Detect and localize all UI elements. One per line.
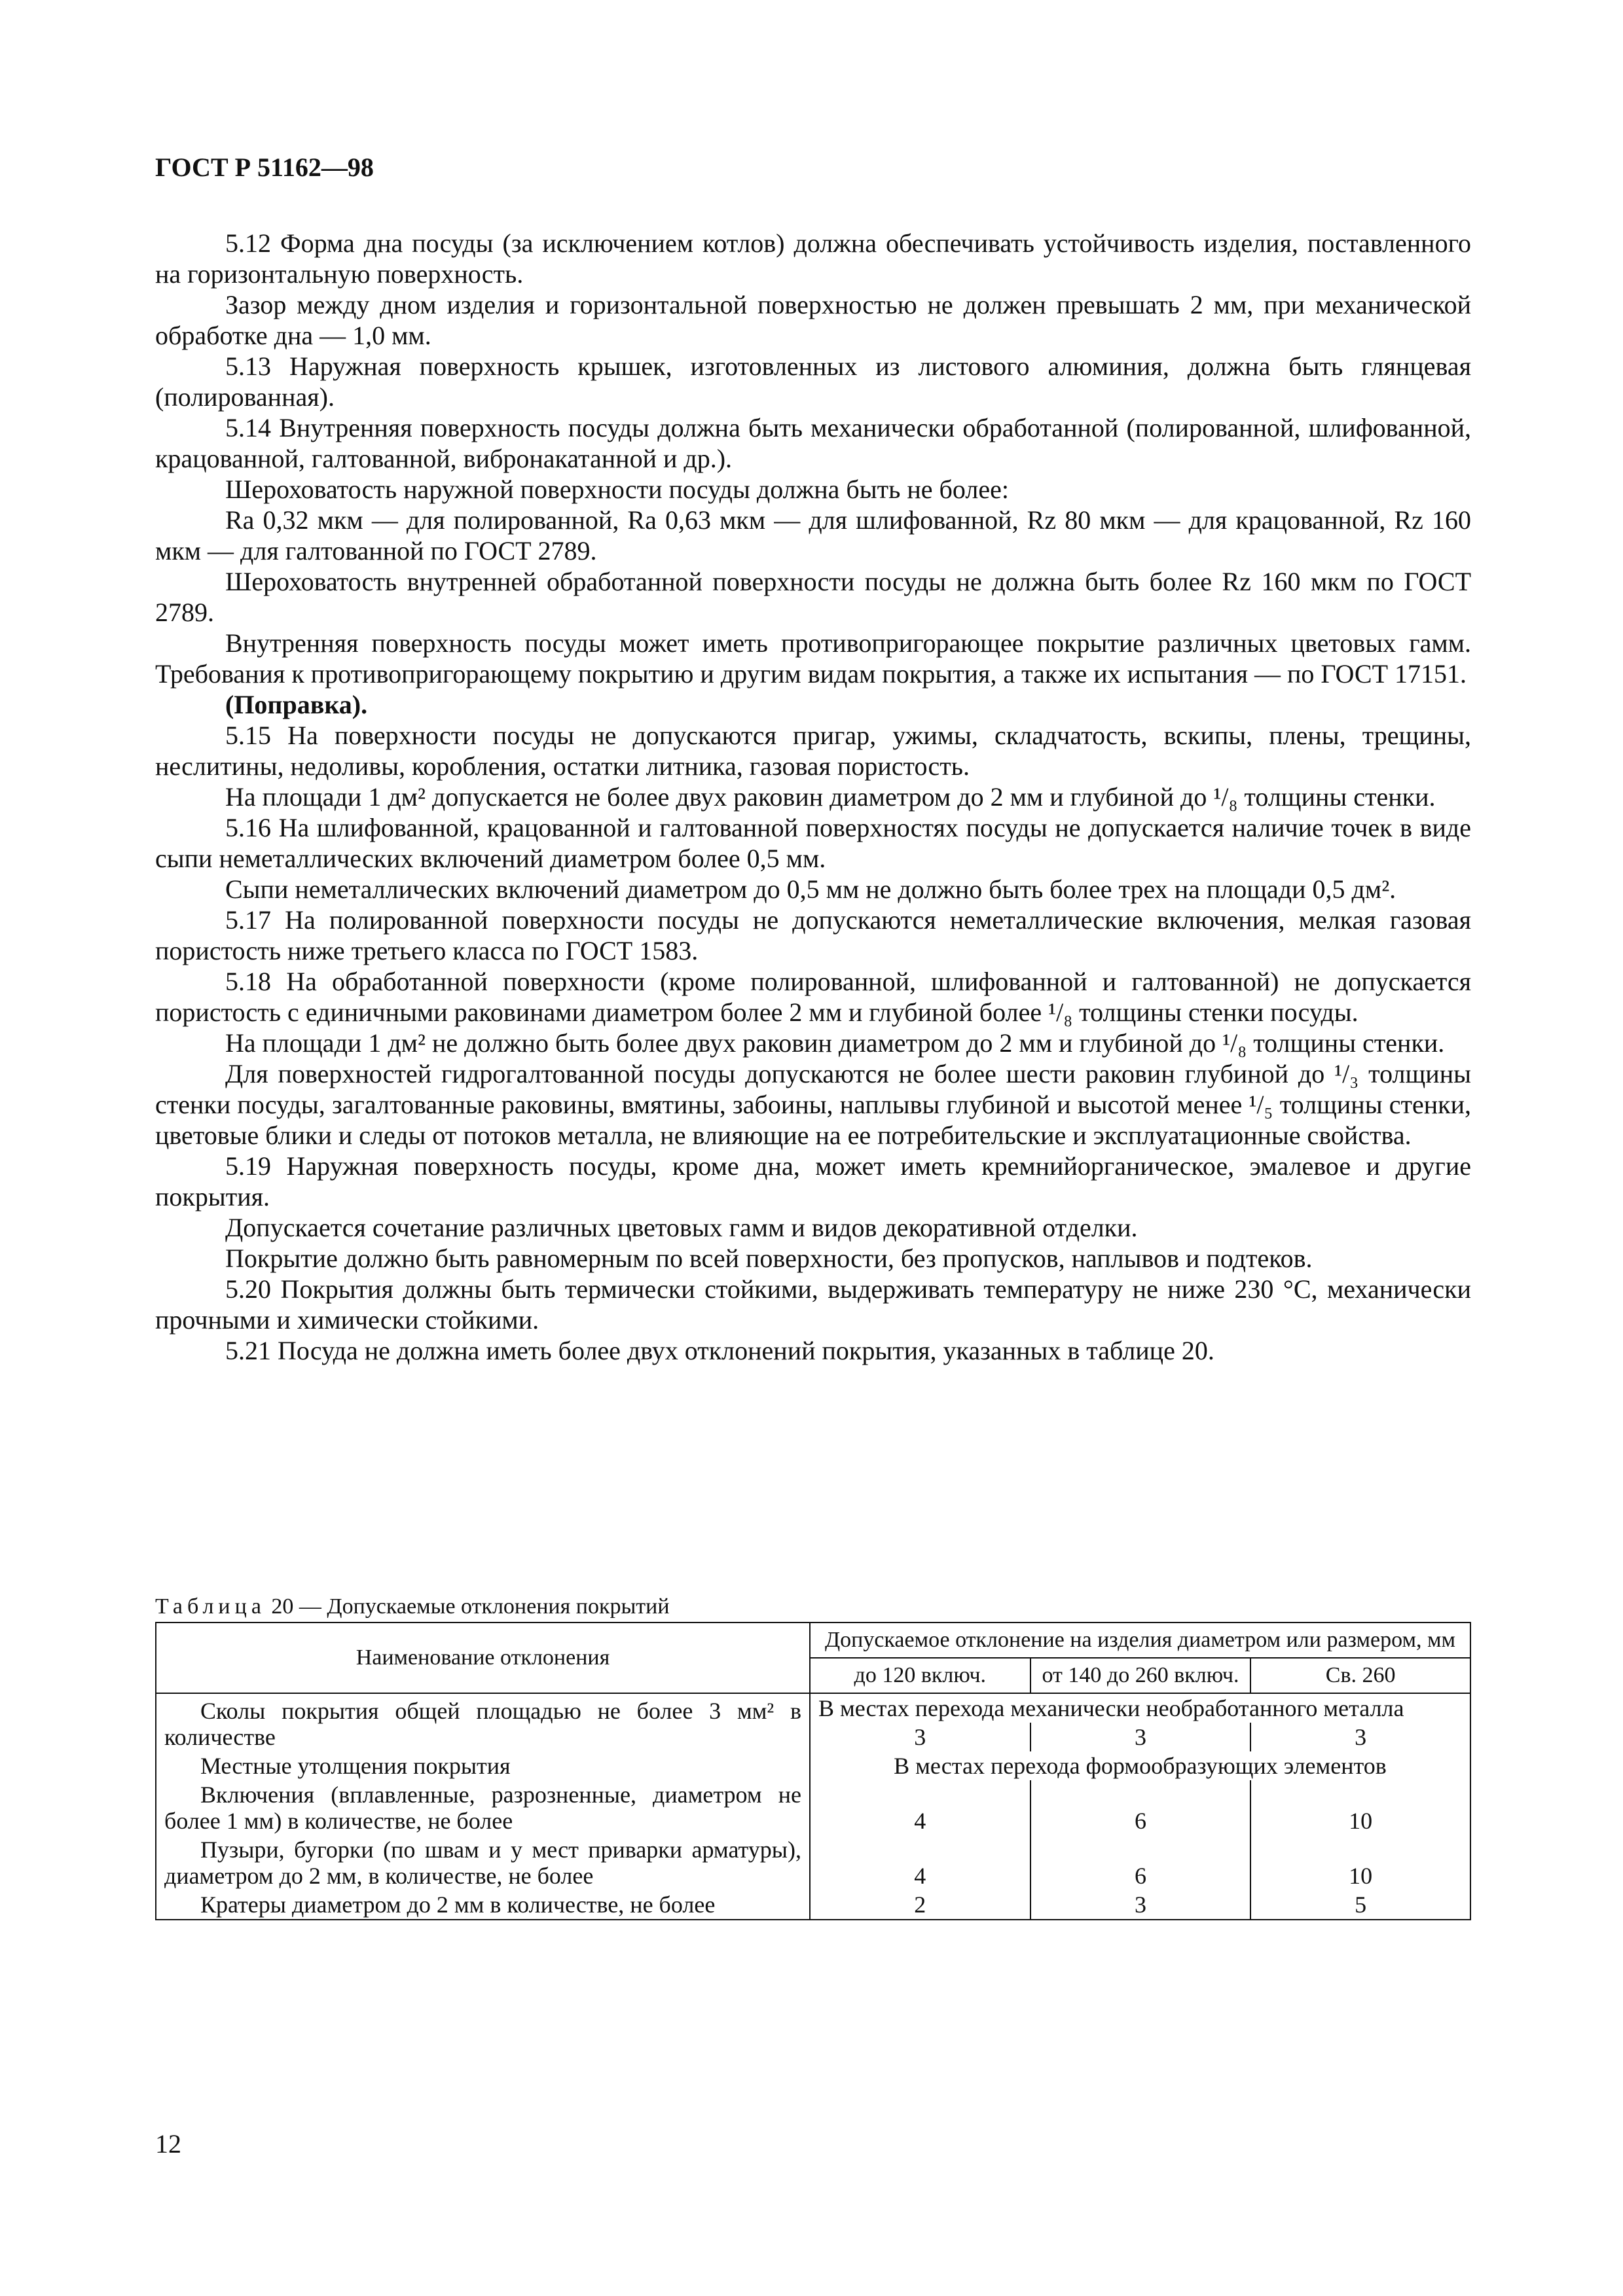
table-caption (155, 1594, 670, 1619)
paragraph-uniform-coating: Покрытие должно быть равномерным по всей поверхности, без пропусков, наплывов и подтеков. (225, 1244, 1313, 1273)
cell-value: 3 (1250, 1723, 1470, 1751)
cell-value: 3 (1030, 1723, 1251, 1751)
cell-value: 4 (810, 1835, 1030, 1890)
header-col-up-to-120: до 120 включ. (810, 1658, 1030, 1693)
page-number: 12 (155, 2129, 181, 2159)
cell-value: 5 (1250, 1890, 1470, 1920)
table-row (156, 1693, 1470, 1723)
paragraph-inclusions: Сыпи неметаллических включений диаметром до 0,5 мм не должно быть более трех на площади 0,5 дм². (225, 874, 1396, 904)
paragraph-gap: Зазор между дном изделия и горизонтальной поверхностью не должен превышать 2 мм, при механической обработке дна — 1,0 мм. (155, 290, 1471, 350)
cell-value: 2 (810, 1890, 1030, 1920)
row-name: Сколы покрытия общей площадью не более 3 мм² в количестве (156, 1693, 810, 1751)
paragraph-roughness-inner: Шероховатость внутренней обработанной поверхности посуды не должна быть более Rz 160 мкм по ГОСТ 2789. (155, 567, 1471, 627)
row-name: Местные утолщения покрытия (156, 1751, 810, 1780)
cell-value: 10 (1250, 1780, 1470, 1835)
paragraph-shells-1: На площади 1 дм² допускается не более двух раковин диаметром до 2 мм и глубиной до ¹/₈ толщины стенки. (225, 782, 1436, 812)
row-name: Кратеры диаметром до 2 мм в количестве, не более (156, 1890, 810, 1920)
header-col-over-260: Св. 260 (1250, 1658, 1470, 1693)
amendment-label: (Поправка). (225, 690, 368, 719)
document-header: ГОСТ Р 51162—98 (155, 152, 374, 182)
paragraph-roughness-values: Ra 0,32 мкм — для полированной, Ra 0,63 мкм — для шлифованной, Rz 80 мкм — для крацованной, Rz 160 мкм — для галтованной по ГОСТ 2789. (155, 505, 1471, 565)
paragraph-5-14: 5.14 Внутренняя поверхность посуды должна быть механически обработанной (полированной, шлифованной, крацованной, галтованной, вибронакатанной и др.). (155, 413, 1471, 473)
paragraph-amendment (155, 689, 1471, 720)
cell-value: 3 (1030, 1890, 1251, 1920)
paragraph-5-17: 5.17 На полированной поверхности посуды не допускаются неметаллические включения, мелкая газовая пористость ниже третьего класса по ГОСТ 1583. (155, 905, 1471, 965)
paragraph-hydro-tumbled: Для поверхностей гидрогалтованной посуды допускаются не более шести раковин глубиной до ¹/₃ толщины стенки посуды, загалтованные раковины, вмятины, забоины, наплывы глубиной и высотой менее ¹/₅ толщины стенки, цветовые блики и следы от потоков металла, не влияющие на ее потребительские и эксплуатационные свойства. (155, 1059, 1471, 1150)
paragraph-5-12: 5.12 Форма дна посуды (за исключением котлов) должна обеспечивать устойчивость изделия, поставленного на горизонтальную поверхность. (155, 228, 1471, 289)
header-col-140-260: от 140 до 260 включ. (1030, 1658, 1251, 1693)
paragraph-5-15: 5.15 На поверхности посуды не допускаются пригар, ужимы, складчатость, вскипы, плены, трещины, неслитины, недоливы, коробления, остатки литника, газовая пористость. (155, 721, 1471, 781)
cell-value: 4 (810, 1780, 1030, 1835)
paragraph-shells-2: На площади 1 дм² не должно быть более двух раковин диаметром до 2 мм и глубиной до ¹/₈ толщины стенки. (225, 1028, 1445, 1058)
paragraph-5-21: 5.21 Посуда не должна иметь более двух отклонений покрытия, указанных в таблице 20. (225, 1336, 1214, 1365)
table-row (156, 1751, 1470, 1780)
paragraph-color-combination: Допускается сочетание различных цветовых гамм и видов декоративной отделки. (225, 1213, 1138, 1242)
cell-value: 6 (1030, 1835, 1251, 1890)
table-caption-word: Таблица (155, 1594, 266, 1619)
paragraph-5-19: 5.19 Наружная поверхность посуды, кроме дна, может иметь кремнийорганическое, эмалевое и другие покрытия. (155, 1151, 1471, 1211)
paragraph-5-20: 5.20 Покрытия должны быть термически стойкими, выдерживать температуру не ниже 230 °С, механически прочными и химически стойкими. (155, 1274, 1471, 1335)
header-allowed-deviation: Допускаемое отклонение на изделия диаметром или размером, мм (810, 1623, 1470, 1658)
row-note: В местах перехода механически необработанного металла (810, 1693, 1470, 1723)
document-body (155, 228, 1471, 1366)
table-row (156, 1780, 1470, 1835)
paragraph-5-16: 5.16 На шлифованной, крацованной и галтованной поверхностях посуды не допускается наличие точек в виде сыпи неметаллических включений диаметром более 0,5 мм. (155, 813, 1471, 873)
paragraph-5-18: 5.18 На обработанной поверхности (кроме полированной, шлифованной и галтованной) не допускается пористость с единичными раковинами диаметром более 2 мм и глубиной более ¹/₈ толщины стенки посуды. (155, 967, 1471, 1027)
cell-value: 3 (810, 1723, 1030, 1751)
row-note: В местах перехода формообразующих элементов (810, 1751, 1470, 1780)
table-caption-title: 20 — Допускаемые отклонения покрытий (271, 1594, 670, 1619)
header-deviation-name: Наименование отклонения (156, 1623, 810, 1693)
paragraph-nonstick-coating: Внутренняя поверхность посуды может иметь противопригорающее покрытие различных цветовых гамм. Требования к противопригорающему покрытию и другим видам покрытия, а также их испытания — по ГОСТ 17151. (155, 628, 1471, 689)
paragraph-5-13: 5.13 Наружная поверхность крышек, изготовленных из листового алюминия, должна быть глянцевая (полированная). (155, 351, 1471, 412)
table-row (156, 1890, 1470, 1920)
row-name: Пузыри, бугорки (по швам и у мест приварки арматуры), диаметром до 2 мм, в количестве, не более (156, 1835, 810, 1890)
table-row (156, 1835, 1470, 1890)
deviations-table (155, 1622, 1471, 1920)
cell-value: 10 (1250, 1835, 1470, 1890)
row-name: Включения (вплавленные, разрозненные, диаметром не более 1 мм) в количестве, не более (156, 1780, 810, 1835)
paragraph-roughness-outer: Шероховатость наружной поверхности посуды должна быть не более: (225, 475, 1009, 504)
cell-value: 6 (1030, 1780, 1251, 1835)
